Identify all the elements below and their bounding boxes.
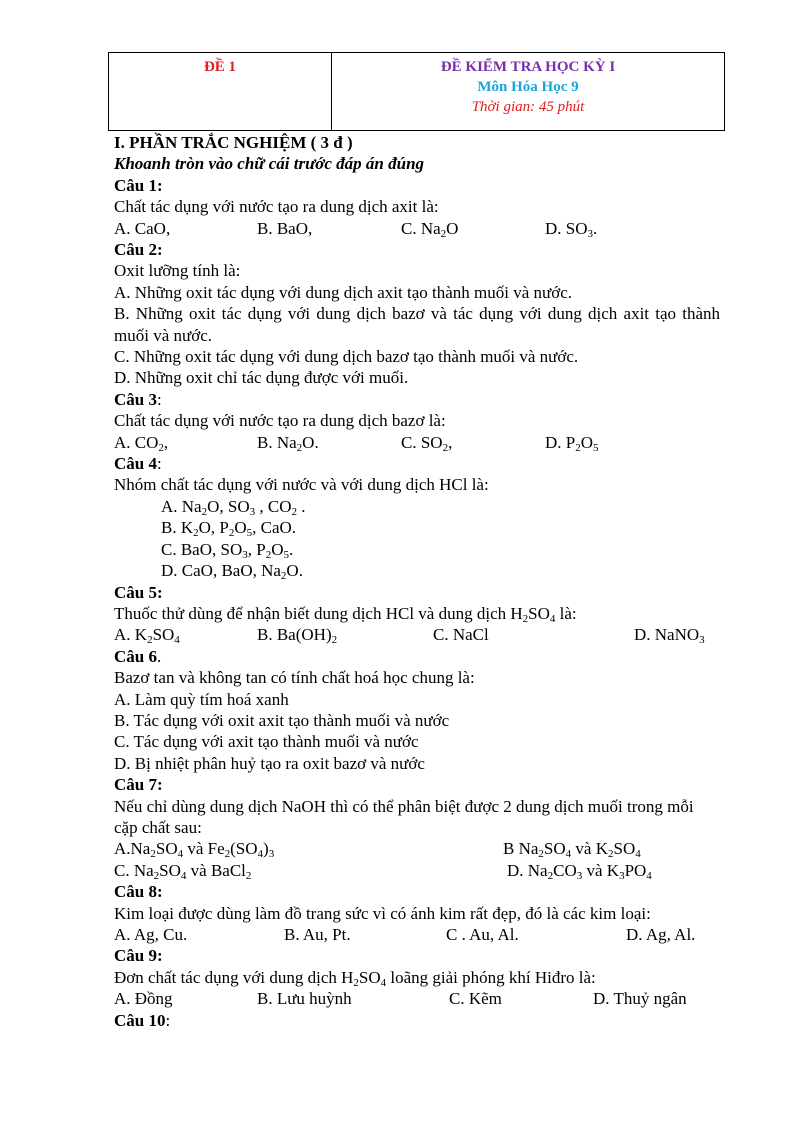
section-instruction: Khoanh tròn vào chữ cái trước đáp án đúng	[114, 154, 425, 174]
q7-option-c[interactable]: C. $Na_2SO_4$ và BaCl$_2$	[114, 860, 252, 882]
q1-option-d[interactable]: D. $SO_3$.	[545, 218, 598, 240]
question-9-text: Đơn chất tác dụng với dung dịch $H_2SO_4$ loãng giải phóng khí Hiđro là:	[114, 967, 596, 989]
q5-option-d[interactable]: D. NaNO$_3$	[634, 625, 705, 647]
exam-code-cell	[109, 53, 332, 131]
q3-option-b[interactable]: B. $Na_2O$.	[257, 432, 319, 454]
q6-option-b[interactable]: B. Tác dụng với oxit axit tạo thành muối và nước	[114, 710, 450, 730]
q7-option-d[interactable]: D. $Na_2CO_3$ và $K_3PO_4$	[507, 860, 652, 882]
question-8-text: Kim loại được dùng làm đồ trang sức vì có ánh kim rất đẹp, đó là các kim loại:	[114, 903, 651, 923]
q6-option-a[interactable]: A. Làm quỳ tím hoá xanh	[114, 689, 289, 709]
question-4-text: Nhóm chất tác dụng với nước và với dung dịch HCl là:	[114, 475, 489, 495]
section-heading: I. PHẦN TRẮC NGHIỆM ( 3 đ )	[114, 133, 353, 152]
header-table	[108, 52, 725, 131]
q1-option-a[interactable]: A. CaO,	[114, 218, 171, 238]
q4-option-b[interactable]: B. $K_2O$, $P_2O_5$, CaO.	[161, 518, 297, 540]
question-3-label: Câu 3	[114, 389, 157, 409]
question-2-label: Câu 2:	[114, 240, 163, 260]
q2-option-b[interactable]: B. Những oxit tác dụng với dung dịch bazơ và tác dụng với dung dịch axit tạo thành muối và nước.	[114, 304, 720, 345]
question-3-text: Chất tác dụng với nước tạo ra dung dịch bazơ là:	[114, 411, 446, 431]
question-2-text: Oxit lưỡng tính là:	[114, 261, 241, 281]
q2-option-d[interactable]: D. Những oxit chỉ tác dụng được với muối.	[114, 368, 409, 388]
q3-option-c[interactable]: C. $SO_2$,	[401, 432, 453, 454]
q8-option-b[interactable]: B. Au, Pt.	[284, 924, 351, 944]
question-7-text: Nếu chỉ dùng dung dịch NaOH thì có thể phân biệt được 2 dung dịch muối trong mỗi cặp chất sau:	[114, 796, 694, 837]
q9-option-a[interactable]: A. Đồng	[114, 989, 173, 1009]
q1-option-c[interactable]: C. $Na_2O$	[401, 218, 459, 240]
question-10-label: Câu 10	[114, 1010, 166, 1030]
q4-option-c[interactable]: C. BaO, $SO_3$, $P_2O_5$.	[161, 539, 294, 561]
q5-option-c[interactable]: C. NaCl	[433, 625, 489, 645]
question-7-label: Câu 7:	[114, 775, 163, 795]
q4-option-d[interactable]: D. CaO, BaO, $Na_2O$.	[161, 561, 303, 583]
exam-code: ĐỀ 1	[203, 59, 237, 75]
question-4-label: Câu 4	[114, 454, 157, 474]
q7-option-b[interactable]: B $Na_2SO_4$ và $K_2SO_4$	[503, 839, 641, 861]
question-8-options	[114, 924, 720, 945]
exam-time: Thời gian: 45 phút	[471, 99, 585, 115]
question-7-options-row1	[114, 838, 720, 859]
exam-content: I. PHẦN TRẮC NGHIỆM ( 3 đ ) Khoanh tròn vào chữ cái trước đáp án đúng Câu 1: Chất tác dụng với nước tạo ra dung dịch axit là: A. CaO, B. BaO, C. $Na_2O$ D. $SO_3$. Câu 2: Oxit lưỡng tính là: A. Những oxit tác dụng với dung dịch axit tạo thành muối và nước. B. Những oxit tác dụng với dung dịch bazơ và tác dụng với dung dịch axit tạo thành muối và nước. C. Những oxit tác dụng với dung dịch bazơ tạo thành muối và nước. D. Những oxit chỉ tác dụng được với muối. Câu 3: Chất tác dụng với nước tạo ra dung dịch bazơ là: A. $CO_2$, B. $Na_2O$. C. $SO_2$, D. $P_2O_5$ Câu 4: Nhóm chất tác dụng với nước và với dung dịch HCl là: A. $Na_2O$, $SO_3$ , $CO_2$ . B. $K_2O$, $P_2O_5$, CaO. C. BaO, $SO_3$, $P_2O_5$. D. CaO, BaO, $Na_2O$. Câu 5: Thuốc thử dùng để nhận biết dung dịch HCl và dung dịch $H_2SO_4$ là: A. $K_2SO_4$ B. $Ba(OH)_2$ C. NaCl D. NaNO$_3$ Câu 6. Bazơ tan và không tan có tính chất hoá học chung là: A. Làm quỳ tím hoá xanh B. Tác dụng với oxit axit tạo thành muối và nước C. Tác dụng với axit tạo thành muối và nước D. Bị nhiệt phân huỷ tạo ra oxit bazơ và nước Câu 7: Nếu chỉ dùng dung dịch NaOH thì có thể phân biệt được 2 dung dịch muối trong mỗi cặp chất sau: $A.Na_2SO_4$ và $Fe_2(SO_4)_3$ B $Na_2SO_4$ và $K_2SO_4$ C. $Na_2SO_4$ và BaCl$_2$ D. $Na_2CO_3$ và $K_3PO_4$ Câu 8: Kim loại được dùng làm đồ trang sức vì có ánh kim rất đẹp, đó là các kim loại: A. Ag, Cu. B. Au, Pt. C . Au, Al. D. Ag, Al. Câu 9: Đơn chất tác dụng với dung dịch $H_2SO_4$ loãng giải phóng khí Hiđro là: A. Đồng B. Lưu huỳnh C. Kẽm D. Thuỷ ngân Câu 10:	[114, 133, 720, 1030]
exam-info-cell	[332, 53, 725, 131]
question-9-options	[114, 988, 720, 1009]
q6-option-c[interactable]: C. Tác dụng với axit tạo thành muối và nước	[114, 732, 419, 752]
q8-option-d[interactable]: D. Ag, Al.	[626, 924, 696, 944]
q8-option-c[interactable]: C . Au, Al.	[446, 924, 519, 944]
q7-option-a[interactable]: $A.Na_2SO_4$ và $Fe_2(SO_4)_3$	[114, 839, 275, 861]
q6-option-d[interactable]: D. Bị nhiệt phân huỷ tạo ra oxit bazơ và nước	[114, 753, 425, 773]
question-5-options	[114, 624, 720, 645]
q3-option-a[interactable]: A. $CO_2$,	[114, 432, 169, 454]
q5-option-a[interactable]: A. $K_2SO_4$	[114, 625, 180, 647]
q2-option-a[interactable]: A. Những oxit tác dụng với dung dịch axit tạo thành muối và nước.	[114, 282, 573, 302]
question-1-label: Câu 1:	[114, 175, 163, 195]
question-6-label: Câu 6	[114, 646, 157, 666]
exam-subject: Môn Hóa Học 9	[477, 79, 579, 95]
question-5-label: Câu 5:	[114, 582, 163, 602]
exam-title: ĐỀ KIỂM TRA HỌC KỲ I	[440, 59, 616, 75]
question-1-text: Chất tác dụng với nước tạo ra dung dịch axit là:	[114, 197, 439, 217]
q4-option-a[interactable]: A. $Na_2O$, $SO_3$ , $CO_2$ .	[161, 496, 306, 518]
question-9-label: Câu 9:	[114, 946, 163, 966]
q2-option-c[interactable]: C. Những oxit tác dụng với dung dịch bazơ tạo thành muối và nước.	[114, 347, 579, 367]
q9-option-c[interactable]: C. Kẽm	[449, 989, 502, 1009]
q3-option-d[interactable]: D. $P_2O_5$	[545, 432, 599, 454]
question-7-options-row2	[114, 860, 720, 881]
q5-option-b[interactable]: B. $Ba(OH)_2$	[257, 625, 338, 647]
question-6-text: Bazơ tan và không tan có tính chất hoá học chung là:	[114, 668, 475, 688]
question-8-label: Câu 8:	[114, 882, 163, 902]
q9-option-b[interactable]: B. Lưu huỳnh	[257, 989, 352, 1009]
q1-option-b[interactable]: B. BaO,	[257, 218, 313, 238]
question-5-text: Thuốc thử dùng để nhận biết dung dịch HCl và dung dịch $H_2SO_4$ là:	[114, 603, 577, 625]
q8-option-a[interactable]: A. Ag, Cu.	[114, 924, 188, 944]
q9-option-d[interactable]: D. Thuỷ ngân	[593, 989, 687, 1009]
question-1-options	[114, 218, 720, 239]
question-3-options	[114, 432, 720, 453]
